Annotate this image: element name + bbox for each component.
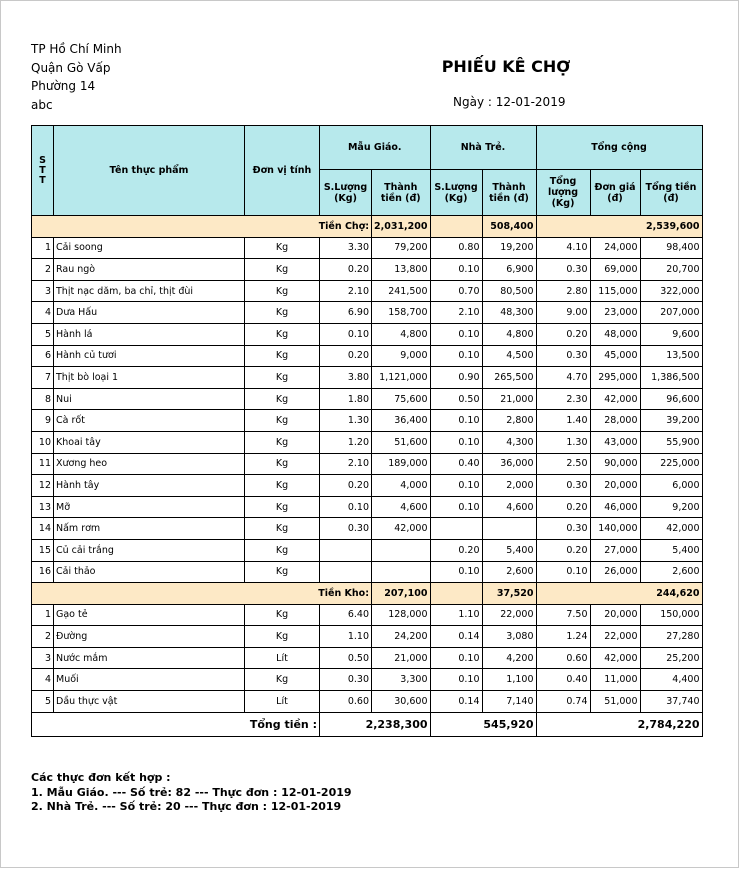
row-unit-price: 115,000 — [590, 280, 640, 302]
row-total-amount: 9,200 — [640, 496, 702, 518]
section-nt-total: 508,400 — [482, 216, 536, 238]
table-row — [32, 388, 703, 410]
nt-qty-header: S.Lượng (Kg) — [430, 170, 482, 216]
row-total-amount: 4,400 — [640, 669, 702, 691]
row-mg-amount: 21,000 — [372, 647, 431, 669]
row-unit: Kg — [245, 345, 320, 367]
table-row — [32, 259, 703, 281]
row-nt-qty: 0.10 — [430, 647, 482, 669]
row-nt-qty: 0.40 — [430, 453, 482, 475]
row-nt-qty: 0.10 — [430, 259, 482, 281]
row-nt-amount: 3,080 — [482, 626, 536, 648]
row-nt-amount: 5,400 — [482, 539, 536, 561]
row-food-name: Cà rốt — [54, 410, 245, 432]
row-total-qty: 0.30 — [536, 259, 590, 281]
combined-menu-line: 1. Mẫu Giáo. --- Số trẻ: 82 --- Thực đơn : 12-01-2019 — [31, 785, 352, 799]
row-unit: Kg — [245, 367, 320, 389]
row-nt-amount: 265,500 — [482, 367, 536, 389]
row-total-qty: 7.50 — [536, 604, 590, 626]
row-mg-qty: 3.30 — [320, 237, 372, 259]
row-stt: 16 — [32, 561, 54, 583]
row-stt: 8 — [32, 388, 54, 410]
row-total-amount: 207,000 — [640, 302, 702, 324]
row-total-qty: 0.10 — [536, 561, 590, 583]
row-mg-amount: 1,121,000 — [372, 367, 431, 389]
row-unit-price: 42,000 — [590, 388, 640, 410]
row-nt-amount: 6,900 — [482, 259, 536, 281]
row-total-amount: 25,200 — [640, 647, 702, 669]
row-mg-qty: 3.80 — [320, 367, 372, 389]
row-nt-qty — [430, 518, 482, 540]
row-unit-price: 43,000 — [590, 431, 640, 453]
row-total-amount: 150,000 — [640, 604, 702, 626]
row-unit-price: 295,000 — [590, 367, 640, 389]
combined-menus — [31, 771, 352, 815]
row-food-name: Mỡ — [54, 496, 245, 518]
table-row — [32, 431, 703, 453]
row-mg-qty: 0.20 — [320, 259, 372, 281]
section-label: Tiền Chợ: — [32, 216, 372, 238]
row-stt: 3 — [32, 280, 54, 302]
document-date: Ngày : 12-01-2019 — [453, 95, 566, 109]
row-unit: Kg — [245, 388, 320, 410]
row-total-amount: 2,600 — [640, 561, 702, 583]
row-mg-qty: 0.10 — [320, 323, 372, 345]
row-unit: Kg — [245, 453, 320, 475]
row-unit-price: 11,000 — [590, 669, 640, 691]
row-total-qty: 2.80 — [536, 280, 590, 302]
row-mg-qty: 1.30 — [320, 410, 372, 432]
row-stt: 1 — [32, 604, 54, 626]
grand-total-row — [32, 712, 703, 736]
section-spacer — [430, 583, 482, 605]
row-nt-amount: 22,000 — [482, 604, 536, 626]
row-mg-qty: 0.50 — [320, 647, 372, 669]
row-unit: Lít — [245, 647, 320, 669]
row-mg-qty: 0.20 — [320, 475, 372, 497]
total-amount-header: Tổng tiền (đ) — [640, 170, 702, 216]
row-total-qty: 1.24 — [536, 626, 590, 648]
row-total-amount: 1,386,500 — [640, 367, 702, 389]
row-unit: Kg — [245, 496, 320, 518]
row-unit: Kg — [245, 302, 320, 324]
table-row — [32, 561, 703, 583]
row-nt-amount: 21,000 — [482, 388, 536, 410]
row-mg-qty: 2.10 — [320, 280, 372, 302]
row-food-name: Hành lá — [54, 323, 245, 345]
market-table — [31, 125, 703, 737]
section-spacer — [430, 216, 482, 238]
row-mg-qty — [320, 539, 372, 561]
row-mg-amount: 36,400 — [372, 410, 431, 432]
row-total-amount: 37,740 — [640, 691, 702, 713]
row-food-name: Củ cải trắng — [54, 539, 245, 561]
row-unit: Kg — [245, 561, 320, 583]
row-unit: Kg — [245, 431, 320, 453]
row-food-name: Đường — [54, 626, 245, 648]
row-food-name: Khoai tây — [54, 431, 245, 453]
table-row — [32, 323, 703, 345]
row-unit: Kg — [245, 518, 320, 540]
unit-price-header: Đơn giá (đ) — [590, 170, 640, 216]
row-total-qty: 2.50 — [536, 453, 590, 475]
row-mg-amount: 51,600 — [372, 431, 431, 453]
row-food-name: Thịt bò loại 1 — [54, 367, 245, 389]
row-unit: Kg — [245, 669, 320, 691]
row-unit-price: 28,000 — [590, 410, 640, 432]
row-mg-qty: 1.20 — [320, 431, 372, 453]
row-nt-qty: 0.50 — [430, 388, 482, 410]
row-total-amount: 96,600 — [640, 388, 702, 410]
row-stt: 5 — [32, 691, 54, 713]
row-total-qty: 0.20 — [536, 323, 590, 345]
table-row — [32, 691, 703, 713]
row-total-amount: 6,000 — [640, 475, 702, 497]
row-unit: Kg — [245, 259, 320, 281]
row-mg-amount: 128,000 — [372, 604, 431, 626]
row-food-name: Hành củ tươi — [54, 345, 245, 367]
page-title: PHIẾU KÊ CHỢ — [441, 57, 571, 76]
row-total-qty: 4.10 — [536, 237, 590, 259]
row-stt: 5 — [32, 323, 54, 345]
row-mg-qty: 0.30 — [320, 669, 372, 691]
row-total-qty: 0.60 — [536, 647, 590, 669]
row-nt-amount: 4,200 — [482, 647, 536, 669]
row-unit: Kg — [245, 539, 320, 561]
table-row — [32, 518, 703, 540]
row-stt: 1 — [32, 237, 54, 259]
row-total-qty: 4.70 — [536, 367, 590, 389]
row-total-amount: 55,900 — [640, 431, 702, 453]
row-nt-amount: 19,200 — [482, 237, 536, 259]
grand-total-label: Tổng tiền : — [32, 712, 320, 736]
row-total-qty: 0.20 — [536, 539, 590, 561]
row-total-amount: 5,400 — [640, 539, 702, 561]
row-food-name: Nui — [54, 388, 245, 410]
row-unit-price: 22,000 — [590, 626, 640, 648]
row-unit: Kg — [245, 280, 320, 302]
row-nt-amount — [482, 518, 536, 540]
row-mg-amount: 9,000 — [372, 345, 431, 367]
row-mg-amount: 4,600 — [372, 496, 431, 518]
row-food-name: Rau ngò — [54, 259, 245, 281]
combined-menus-heading: Các thực đơn kết hợp : — [31, 771, 171, 784]
row-stt: 15 — [32, 539, 54, 561]
row-mg-amount: 241,500 — [372, 280, 431, 302]
row-nt-qty: 0.10 — [430, 345, 482, 367]
section-nt-total: 37,520 — [482, 583, 536, 605]
row-unit-price: 20,000 — [590, 604, 640, 626]
row-total-amount: 9,600 — [640, 323, 702, 345]
table-body — [32, 216, 703, 737]
org-ward: Phường 14 — [31, 79, 96, 93]
row-total-amount: 225,000 — [640, 453, 702, 475]
row-nt-qty: 0.14 — [430, 691, 482, 713]
row-nt-qty: 0.90 — [430, 367, 482, 389]
row-unit: Kg — [245, 626, 320, 648]
table-row — [32, 604, 703, 626]
row-nt-qty: 0.10 — [430, 669, 482, 691]
row-mg-amount: 189,000 — [372, 453, 431, 475]
row-nt-qty: 0.10 — [430, 410, 482, 432]
row-nt-amount: 4,500 — [482, 345, 536, 367]
col-stt-header: S T T — [32, 126, 54, 216]
row-food-name: Dưa Hấu — [54, 302, 245, 324]
section-mg-total: 207,100 — [372, 583, 431, 605]
table-row — [32, 367, 703, 389]
row-nt-qty: 0.10 — [430, 431, 482, 453]
grand-total-nt: 545,920 — [430, 712, 536, 736]
row-mg-qty: 2.10 — [320, 453, 372, 475]
row-mg-qty: 0.10 — [320, 496, 372, 518]
row-total-qty: 2.30 — [536, 388, 590, 410]
row-unit-price: 51,000 — [590, 691, 640, 713]
row-nt-qty: 0.70 — [430, 280, 482, 302]
row-mg-amount — [372, 561, 431, 583]
row-mg-amount: 79,200 — [372, 237, 431, 259]
row-food-name: Dầu thực vật — [54, 691, 245, 713]
row-nt-qty: 2.10 — [430, 302, 482, 324]
row-unit: Kg — [245, 323, 320, 345]
row-nt-qty: 1.10 — [430, 604, 482, 626]
row-stt: 2 — [32, 626, 54, 648]
row-stt: 4 — [32, 302, 54, 324]
col-name-header: Tên thực phẩm — [54, 126, 245, 216]
mg-amount-header: Thành tiền (đ) — [372, 170, 431, 216]
row-mg-qty: 0.20 — [320, 345, 372, 367]
table-row — [32, 280, 703, 302]
row-unit: Kg — [245, 604, 320, 626]
row-stt: 4 — [32, 669, 54, 691]
row-nt-amount: 48,300 — [482, 302, 536, 324]
row-food-name: Thịt nạc dăm, ba chỉ, thịt đùi — [54, 280, 245, 302]
row-total-qty: 0.40 — [536, 669, 590, 691]
row-mg-qty: 6.40 — [320, 604, 372, 626]
row-stt: 10 — [32, 431, 54, 453]
row-total-amount: 13,500 — [640, 345, 702, 367]
group-mau-giao-header: Mẫu Giáo. — [320, 126, 431, 170]
total-qty-header: Tổng lượng (Kg) — [536, 170, 590, 216]
row-nt-qty: 0.14 — [430, 626, 482, 648]
row-nt-qty: 0.20 — [430, 539, 482, 561]
row-total-qty: 9.00 — [536, 302, 590, 324]
grand-total-all: 2,784,220 — [536, 712, 702, 736]
row-mg-amount: 4,000 — [372, 475, 431, 497]
row-total-qty: 1.40 — [536, 410, 590, 432]
row-unit-price: 48,000 — [590, 323, 640, 345]
row-stt: 9 — [32, 410, 54, 432]
row-nt-qty: 0.10 — [430, 496, 482, 518]
row-mg-qty: 6.90 — [320, 302, 372, 324]
nt-amount-header: Thành tiền (đ) — [482, 170, 536, 216]
group-tong-cong-header: Tổng cộng — [536, 126, 702, 170]
combined-menu-line: 2. Nhà Trẻ. --- Số trẻ: 20 --- Thực đơn : 12-01-2019 — [31, 800, 342, 813]
row-unit: Kg — [245, 475, 320, 497]
table-row — [32, 626, 703, 648]
row-unit-price: 140,000 — [590, 518, 640, 540]
row-mg-amount: 13,800 — [372, 259, 431, 281]
row-stt: 13 — [32, 496, 54, 518]
row-mg-amount: 24,200 — [372, 626, 431, 648]
row-nt-amount: 2,000 — [482, 475, 536, 497]
row-total-amount: 20,700 — [640, 259, 702, 281]
mg-qty-header: S.Lượng (Kg) — [320, 170, 372, 216]
row-nt-qty: 0.10 — [430, 323, 482, 345]
row-total-amount: 27,280 — [640, 626, 702, 648]
row-nt-amount: 7,140 — [482, 691, 536, 713]
row-food-name: Cải soong — [54, 237, 245, 259]
row-mg-amount: 158,700 — [372, 302, 431, 324]
row-stt: 11 — [32, 453, 54, 475]
row-stt: 6 — [32, 345, 54, 367]
row-mg-amount: 75,600 — [372, 388, 431, 410]
row-stt: 2 — [32, 259, 54, 281]
table-row — [32, 410, 703, 432]
row-mg-qty — [320, 561, 372, 583]
row-food-name: Muối — [54, 669, 245, 691]
row-unit-price: 24,000 — [590, 237, 640, 259]
row-unit-price: 27,000 — [590, 539, 640, 561]
row-total-amount: 322,000 — [640, 280, 702, 302]
row-nt-amount: 1,100 — [482, 669, 536, 691]
row-stt: 14 — [32, 518, 54, 540]
row-total-qty: 0.74 — [536, 691, 590, 713]
section-label: Tiền Kho: — [32, 583, 372, 605]
row-nt-amount: 2,600 — [482, 561, 536, 583]
row-nt-qty: 0.10 — [430, 475, 482, 497]
row-total-qty: 1.30 — [536, 431, 590, 453]
row-unit: Lít — [245, 691, 320, 713]
row-stt: 7 — [32, 367, 54, 389]
row-stt: 3 — [32, 647, 54, 669]
row-nt-amount: 36,000 — [482, 453, 536, 475]
row-mg-qty: 0.30 — [320, 518, 372, 540]
row-food-name: Nấm rơm — [54, 518, 245, 540]
row-mg-amount: 42,000 — [372, 518, 431, 540]
row-food-name: Xương heo — [54, 453, 245, 475]
row-total-amount: 98,400 — [640, 237, 702, 259]
row-mg-qty: 1.80 — [320, 388, 372, 410]
table-row — [32, 669, 703, 691]
row-nt-amount: 2,800 — [482, 410, 536, 432]
row-nt-amount: 80,500 — [482, 280, 536, 302]
table-row — [32, 453, 703, 475]
row-unit-price: 23,000 — [590, 302, 640, 324]
row-total-qty: 0.20 — [536, 496, 590, 518]
row-mg-amount: 3,300 — [372, 669, 431, 691]
row-unit-price: 20,000 — [590, 475, 640, 497]
row-total-qty: 0.30 — [536, 475, 590, 497]
row-unit-price: 46,000 — [590, 496, 640, 518]
row-total-amount: 42,000 — [640, 518, 702, 540]
row-unit-price: 90,000 — [590, 453, 640, 475]
table-row — [32, 237, 703, 259]
row-total-qty: 0.30 — [536, 518, 590, 540]
row-mg-qty: 1.10 — [320, 626, 372, 648]
table-row — [32, 345, 703, 367]
row-unit-price: 26,000 — [590, 561, 640, 583]
section-grand-total: 2,539,600 — [536, 216, 702, 238]
section-mg-total: 2,031,200 — [372, 216, 431, 238]
row-nt-amount: 4,800 — [482, 323, 536, 345]
row-mg-qty: 0.60 — [320, 691, 372, 713]
group-nha-tre-header: Nhà Trẻ. — [430, 126, 536, 170]
row-nt-qty: 0.10 — [430, 561, 482, 583]
row-unit: Kg — [245, 410, 320, 432]
grand-total-mg: 2,238,300 — [320, 712, 431, 736]
row-mg-amount: 30,600 — [372, 691, 431, 713]
section-grand-total: 244,620 — [536, 583, 702, 605]
row-food-name: Gạo tẻ — [54, 604, 245, 626]
section-subtotal-row — [32, 583, 703, 605]
row-unit-price: 69,000 — [590, 259, 640, 281]
row-mg-amount: 4,800 — [372, 323, 431, 345]
row-stt: 12 — [32, 475, 54, 497]
row-food-name: Hành tây — [54, 475, 245, 497]
table-row — [32, 496, 703, 518]
org-name: abc — [31, 97, 53, 112]
section-subtotal-row — [32, 216, 703, 238]
row-unit: Kg — [245, 237, 320, 259]
table-row — [32, 302, 703, 324]
row-total-amount: 39,200 — [640, 410, 702, 432]
org-district: Quận Gò Vấp — [31, 60, 111, 75]
row-unit-price: 45,000 — [590, 345, 640, 367]
table-row — [32, 475, 703, 497]
row-mg-amount — [372, 539, 431, 561]
col-unit-header: Đơn vị tính — [245, 126, 320, 216]
row-nt-amount: 4,600 — [482, 496, 536, 518]
organization-info — [31, 40, 122, 114]
row-unit-price: 42,000 — [590, 647, 640, 669]
row-food-name: Cải thảo — [54, 561, 245, 583]
table-row — [32, 539, 703, 561]
row-food-name: Nước mắm — [54, 647, 245, 669]
row-total-qty: 0.30 — [536, 345, 590, 367]
row-nt-amount: 4,300 — [482, 431, 536, 453]
row-nt-qty: 0.80 — [430, 237, 482, 259]
org-city: TP Hồ Chí Minh — [31, 42, 122, 56]
table-row — [32, 647, 703, 669]
